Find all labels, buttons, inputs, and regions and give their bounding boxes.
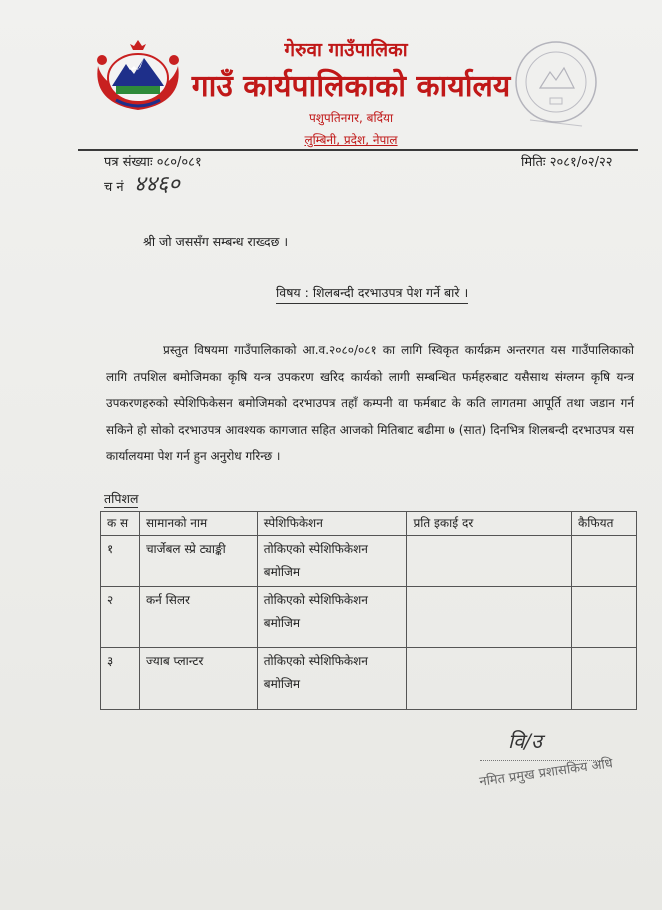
dispatch-label: च नं [104,180,124,195]
letter-date [521,152,613,170]
cell-serial: १ [101,536,140,587]
signature-mark: वि/उ [508,729,542,753]
header-item-name: सामानको नाम [139,512,257,536]
cell-item-name: ज्याब प्लान्टर [139,648,257,710]
cell-unit-rate [407,536,572,587]
cell-remarks [572,536,637,587]
cell-specification: तोकिएको स्पेशिफिकेशन बमोजिम [257,648,407,710]
cell-unit-rate [407,587,572,648]
subject-line: विषय : शिलबन्दी दरभाउपत्र पेश गर्ने बारे । [276,284,468,304]
letter-body: प्रस्तुत विषयमा गाउँपालिकाको आ.व.२०८०/०८१ का लागि स्विकृत कार्यक्रम अन्तरगत यस गाउँपालिकाको लागि तपशिल बमोजिमका कृषि यन्त्र उपकरण खरिद कार्यको लागी सम्बन्धित फर्महरुबाट यसैसाथ संग्लग्न कृषि यन्त्र उपकरणहरुको स्पेशिफिकेसन बमोजिमको दरभाउपत्र तहाँ कम्पनी वा फर्मबाट के कति लागतमा आपूर्ति तथा जडान गर्न सकिने हो सोको दरभाउपत्र आवश्यक कागजात सहित आजको मितिबाट बढीमा ७ (सात) दिनभित्र शिलबन्दी दरभाउपत्र यस कार्यालयमा पेश गर्न हुन अनुरोध गरिन्छ । [106,343,634,464]
cell-serial: २ [101,587,140,648]
office-name: गाउँ कार्यपालिकाको कार्यालय [191,69,511,104]
salutation: श्री जो जससँग सम्बन्ध राख्दछ । [143,234,289,249]
cell-specification: तोकिएको स्पेशिफिकेशन बमोजिम [257,536,407,587]
header-serial: क स [101,512,140,536]
date-value: २०८१/०२/२२ [549,155,613,170]
table-row [101,536,637,587]
table-title: तपिशल [104,491,139,506]
officer-stamp: नमित प्रमुख प्रशासकिय अधि [478,756,614,790]
address-line-2: लुम्बिनी, प्रदेश, नेपाल [304,133,398,147]
dispatch-number: ४४६० [134,172,180,197]
table-row [101,587,637,648]
cell-item-name: चार्जेबल स्प्रे ट्याङ्की [139,536,257,587]
municipality-name: गेरुवा गाउँपालिका [284,39,408,61]
items-table [100,511,637,710]
header-divider [78,149,638,151]
cell-unit-rate [407,648,572,710]
cell-specification: तोकिएको स्पेशिफिकेशन बमोजिम [257,587,407,648]
cell-remarks [572,648,637,710]
reference-value: ०८०/०८१ [156,155,202,170]
table-row [101,648,637,710]
header-specification: स्पेशिफिकेशन [257,512,407,536]
cell-serial: ३ [101,648,140,710]
table-header-row [101,512,637,536]
cell-item-name: कर्न सिलर [139,587,257,648]
header-unit-rate: प्रति इकाई दर [407,512,572,536]
date-label: मितिः [521,155,546,170]
reference-label: पत्र संख्याः [104,155,153,170]
header-remarks: कैफियत [572,512,637,536]
cell-remarks [572,587,637,648]
address-line-1: पशुपतिनगर, बर्दिया [308,111,394,125]
